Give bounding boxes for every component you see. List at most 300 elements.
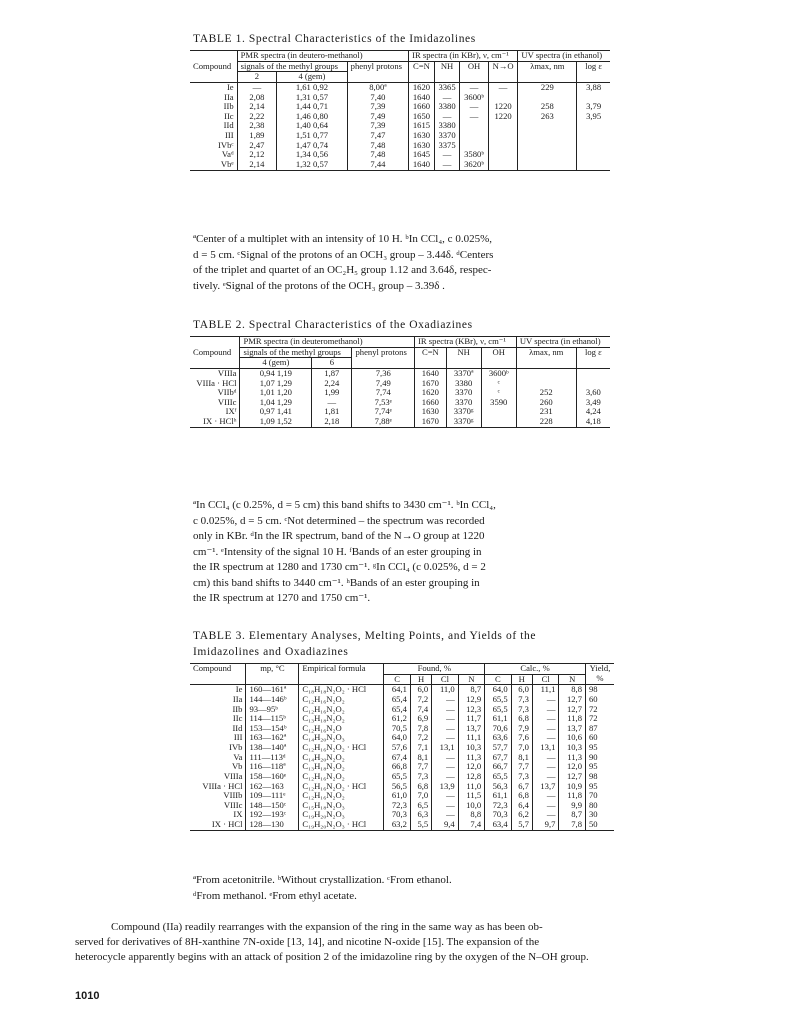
table2-cell: 1640 <box>415 368 447 378</box>
table1-row <box>190 160 610 170</box>
table2-cell: 1660 <box>415 398 447 408</box>
table1-cell: 2,38 <box>237 121 277 131</box>
table2-cell <box>576 368 610 378</box>
table2-cell: 0,97 1,41 <box>240 407 312 417</box>
table3-cell: 64,0 <box>485 685 511 695</box>
table1-cell: 1,31 0,57 <box>277 93 347 103</box>
table3-caption-line2: Imidazolines and Oxadiazines <box>193 646 349 658</box>
table2-head-ir: IR spectra (KBr), ν, cm⁻¹ <box>415 337 517 348</box>
table1-cell: 1630 <box>409 141 435 151</box>
table2-cell: 1,07 1,29 <box>240 379 312 389</box>
table2-cell: 7,74ᵉ <box>352 407 415 417</box>
table3-cell: 7,4 <box>410 705 431 715</box>
table2-cell: — <box>312 398 352 408</box>
table2-cell: 3370ª <box>446 368 481 378</box>
table2-cell: 1,04 1,29 <box>240 398 312 408</box>
table1-head-ir: IR spectra (in KBr), ν, cm⁻¹ <box>409 51 518 62</box>
table1-head-lmax: λmax, nm <box>518 61 577 82</box>
table1-cell: 1,44 0,71 <box>277 102 347 112</box>
table2-head-oh: OH <box>481 347 516 368</box>
table2-cell: IXᶠ <box>225 406 237 417</box>
table3-cell: 93—95ᵇ <box>246 705 299 715</box>
table2-cell <box>481 417 516 427</box>
table3-cell: 95 <box>586 782 615 792</box>
table3-cell: 13,9 <box>432 782 458 792</box>
table2-cell: 3600ᵇ <box>481 368 516 378</box>
table1-footnote-line: ªCenter of a multiplet with an intensity of 10 H. ᵇIn CCl₄, c 0.025%, <box>193 233 492 245</box>
table1-footnotes <box>193 232 493 294</box>
table1-cell: — <box>434 150 460 160</box>
table3-cell: 67,7 <box>485 753 511 763</box>
table3-cell: VIIIa · HCl <box>202 780 243 791</box>
table1-cell: 3380 <box>434 121 460 131</box>
table3-cell: 8,8 <box>458 810 484 820</box>
table1-head-nh: NH <box>434 61 460 82</box>
table3-cell: 11,1 <box>532 685 558 695</box>
table3-cell: 10,0 <box>458 801 484 811</box>
table2-cell: 1670 <box>415 379 447 389</box>
table2-head-methyl: signals of the methyl groups <box>240 347 352 358</box>
table2-footnote-line: the IR spectrum at 1280 and 1730 cm⁻¹. ᵍIn CCl₄ (c 0.025%, d = 2 <box>193 561 486 573</box>
table3-cell: C₁₉H₂₀N₂O₃ <box>299 810 384 820</box>
table3-head-compound: Compound <box>193 663 232 673</box>
table3-cell: 6,8 <box>511 791 532 801</box>
table3-cell: IX <box>233 809 243 820</box>
table1-cell: 3,79 <box>577 102 610 112</box>
table1-cell: IIa <box>224 91 234 102</box>
table3-cell: 7,2 <box>410 695 431 705</box>
table3-cell: 10,6 <box>559 733 586 743</box>
table1-cell <box>488 141 518 151</box>
table1-cell: 3370 <box>434 131 460 141</box>
table3-cell: — <box>432 714 458 724</box>
table1-caption: TABLE 1. Spectral Characteristics of the Imidazolines <box>193 33 476 45</box>
table3-cell: 63,6 <box>485 733 511 743</box>
table1-cell: 1640 <box>409 93 435 103</box>
table2-row <box>190 417 610 427</box>
table3-cell: 6,0 <box>410 685 431 695</box>
table3-cell: 148—150ᶜ <box>246 801 299 811</box>
table2-cell: 1670 <box>415 417 447 427</box>
table2-cell: 1,87 <box>312 368 352 378</box>
table2-cell: VIIIc <box>217 396 237 407</box>
table3-cell: 6,7 <box>511 782 532 792</box>
table2-caption: TABLE 2. Spectral Characteristics of the Oxadiazines <box>193 319 473 331</box>
table2-head-uv: UV spectra (in ethanol) <box>516 337 610 348</box>
table3-cell: 61,2 <box>384 714 410 724</box>
table1-cell: 3620ᵇ <box>460 160 488 170</box>
table3-cell: 11,3 <box>559 753 586 763</box>
table2-cell: 1,09 1,52 <box>240 417 312 427</box>
table3-cell: 7,3 <box>410 772 431 782</box>
table3-cell: 72 <box>586 705 615 715</box>
table3-cell: — <box>432 705 458 715</box>
table3-cell: 114—115ᵇ <box>246 714 299 724</box>
table3-cell: 12,0 <box>458 762 484 772</box>
table3-cell: 11,7 <box>458 714 484 724</box>
table1-cell: 1220 <box>488 102 518 112</box>
table3-cell: IIc <box>232 713 243 724</box>
table3-cell: — <box>432 801 458 811</box>
table3-head-mp: mp, °C <box>246 664 299 685</box>
table3-cell: C₁₃H₁₈N₂O₂ <box>299 762 384 772</box>
table1-cell <box>518 150 577 160</box>
table3-head-found: Found, % <box>384 664 485 675</box>
table3-cell: 11,3 <box>458 753 484 763</box>
table1-cell: — <box>460 82 488 92</box>
table3-cell: — <box>432 791 458 801</box>
table2-head-nh: NH <box>446 347 481 368</box>
table3-cell: 111—113ᵈ <box>246 753 299 763</box>
table3-cell: IId <box>232 722 243 733</box>
table1-cell: 7,47 <box>347 131 408 141</box>
table3-cell: 10,3 <box>458 743 484 753</box>
table3-cell: C₁₂H₁₆N₂O₂ <box>299 791 384 801</box>
table3-cell: 11,8 <box>559 791 586 801</box>
table3-cell: 163—162ª <box>246 733 299 743</box>
table3-cell: 30 <box>586 810 615 820</box>
table1-cell: 1,40 0,64 <box>277 121 347 131</box>
table2-head-m4: 4 (gem) <box>240 358 312 369</box>
table3-head-n: N <box>458 674 484 685</box>
table3-cell: 12,0 <box>559 762 586 772</box>
table3-cell: 7,9 <box>511 724 532 734</box>
table3-cell: 7,8 <box>559 820 586 830</box>
table2-cell: ᶜ <box>481 388 516 398</box>
table2-cell: 3370 <box>446 398 481 408</box>
table1-cell: 7,40 <box>347 93 408 103</box>
table2-cell: 4,18 <box>576 417 610 427</box>
table3-cell: — <box>432 810 458 820</box>
table1-head-uv: UV spectra (in ethanol) <box>518 51 610 62</box>
table3-cell: 9,9 <box>559 801 586 811</box>
table3-cell: 95 <box>586 762 615 772</box>
table3-cell: — <box>432 762 458 772</box>
table3-cell: 7,6 <box>511 733 532 743</box>
table3-head-formula: Empirical formula <box>299 664 384 685</box>
table3-cell: 70,3 <box>485 810 511 820</box>
table3-cell: 12,7 <box>559 772 586 782</box>
table1-footnote-line: d = 5 cm. ᶜSignal of the protons of an OCH₃ group – 3.44δ. ᵈCenters <box>193 248 494 261</box>
table1-head-cn: C=N <box>409 61 435 82</box>
table3-footnote-line: ªFrom acetonitrile. ᵇWithout crystallization. ᶜFrom ethanol. <box>193 874 452 886</box>
table3-cell: 70,5 <box>384 724 410 734</box>
table3-cell: IIb <box>232 703 243 714</box>
table3-cell: 11,1 <box>458 733 484 743</box>
table3-cell: 70,6 <box>485 724 511 734</box>
table3-cell: 56,3 <box>485 782 511 792</box>
table2-cell: 3380 <box>446 379 481 389</box>
table2-cell: 228 <box>516 417 576 427</box>
table3-cell: — <box>532 810 558 820</box>
table3-cell: VIIIa <box>223 770 243 781</box>
table3-head-c: C <box>384 674 410 685</box>
table1-cell: Ie <box>226 81 234 92</box>
table3-cell: 10,9 <box>559 782 586 792</box>
table3-cell: 8,1 <box>410 753 431 763</box>
table3-cell: 9,4 <box>432 820 458 830</box>
table3-cell: — <box>532 753 558 763</box>
table3-cell: 8,7 <box>458 685 484 695</box>
table1-cell: 3,88 <box>577 82 610 92</box>
table3-cell: C₁₂H₁₆N₂O₂ · HCl <box>299 782 384 792</box>
table1-cell: IIb <box>223 101 234 112</box>
table1-footnote-line: tively. ᵉSignal of the protons of the OCH₃ group – 3.39δ . <box>193 279 445 292</box>
table3-cell: C₁₂H₁₆N₂O₂ <box>299 695 384 705</box>
table3-cell: 13,7 <box>532 782 558 792</box>
table3-cell: Vb <box>231 761 243 772</box>
table1-cell <box>460 121 488 131</box>
table1-cell: 3,95 <box>577 112 610 122</box>
table1-head-phenyl: phenyl protons <box>347 61 408 82</box>
table3-cell: 65,5 <box>384 772 410 782</box>
table1-cell <box>577 160 610 170</box>
table3-cell: 65,5 <box>485 695 511 705</box>
table3-head-cl: Cl <box>432 674 458 685</box>
table3-cell: 66,7 <box>485 762 511 772</box>
table1-cell: 2,22 <box>237 112 277 122</box>
table3-cell: IIa <box>232 693 243 704</box>
table3-cell: 7,4 <box>458 820 484 830</box>
table3-cell: C₁₃H₁₈N₂O₂ <box>299 714 384 724</box>
table1-cell: 1630 <box>409 131 435 141</box>
table2-cell: 252 <box>516 388 576 398</box>
table3-cell: C₁₂H₁₆N₂O₂ <box>299 705 384 715</box>
table2-cell: 1630 <box>415 407 447 417</box>
table3-cell: Va <box>233 751 243 762</box>
table1-cell <box>518 121 577 131</box>
table3-cell: 61,0 <box>384 791 410 801</box>
table1-cell: 7,49 <box>347 112 408 122</box>
table3-cell: 13,7 <box>458 724 484 734</box>
table2-cell: 1620 <box>415 388 447 398</box>
table2-cell: ᶜ <box>481 379 516 389</box>
table1-cell: 1660 <box>409 102 435 112</box>
table3-cell: — <box>432 772 458 782</box>
table3-cell: 64,1 <box>384 685 410 695</box>
table2-cell: 7,53ᵉ <box>352 398 415 408</box>
table2-footnote-line: the IR spectrum at 1270 and 1750 cm⁻¹. <box>193 592 371 604</box>
table2-cell <box>481 407 516 417</box>
table3-cell: 65,4 <box>384 695 410 705</box>
table3-cell: 72,3 <box>485 801 511 811</box>
table1-cell: 3580ᵇ <box>460 150 488 160</box>
table3-cell: — <box>432 733 458 743</box>
table3-head-yield: Yield, % <box>586 664 615 685</box>
table3-cell: 138—140ª <box>246 743 299 753</box>
table3-cell: C₁₂H₁₆N₂O <box>299 724 384 734</box>
table2-cell: 7,74 <box>352 388 415 398</box>
table3-cell: 11,8 <box>559 714 586 724</box>
table1-cell: 7,48 <box>347 150 408 160</box>
table3-cell: 160—161ª <box>246 685 299 695</box>
table1-cell: 1,32 0,57 <box>277 160 347 170</box>
table2-cell: 7,36 <box>352 368 415 378</box>
table2-cell: 3370ᵍ <box>446 417 481 427</box>
table1-cell: IVbᶜ <box>218 139 234 150</box>
table3-row <box>190 820 614 830</box>
table3-cell: 192—193ᶜ <box>246 810 299 820</box>
table1-cell: 1,89 <box>237 131 277 141</box>
table3-cell: 95 <box>586 743 615 753</box>
table3-caption-line1: TABLE 3. Elementary Analyses, Melting Points, and Yields of the <box>193 630 537 642</box>
table2-cell: IX · HClʰ <box>203 416 237 426</box>
table3-cell: 7,3 <box>511 772 532 782</box>
table2-cell: VIIIa <box>217 367 237 378</box>
table1-head-m4: 4 (gem) <box>277 72 347 83</box>
table3-cell: 109—111ᵉ <box>246 791 299 801</box>
table3-head-h: H <box>410 674 431 685</box>
table3-cell: 13,1 <box>532 743 558 753</box>
table2-cell: 2,18 <box>312 417 352 427</box>
table3-head-cl: Cl <box>532 674 558 685</box>
table2-footnote-line: only in KBr. ᵈIn the IR spectrum, band of the N→O group at 1220 <box>193 530 485 542</box>
table2-cell: VIIIa · HCl <box>196 377 237 388</box>
table3-cell: 11,0 <box>458 782 484 792</box>
table1-cell: 7,39 <box>347 121 408 131</box>
table3-cell: 67,4 <box>384 753 410 763</box>
table2-cell <box>516 368 576 378</box>
table3-head-c: C <box>485 674 511 685</box>
table3-cell: 50 <box>586 820 615 830</box>
table1-cell: 258 <box>518 102 577 112</box>
table2-head-cn: C=N <box>415 347 447 368</box>
table1-cell: — <box>460 112 488 122</box>
table3-cell: Ie <box>235 684 243 695</box>
table2-row <box>190 368 610 378</box>
table3-cell: C₁₄H₂₀N₂O₂ <box>299 753 384 763</box>
table3-cell: — <box>432 753 458 763</box>
table1-cell: Vaᵈ <box>221 149 234 160</box>
table2-cell: 1,81 <box>312 407 352 417</box>
table3-cell: 11,0 <box>432 685 458 695</box>
table1-cell <box>488 121 518 131</box>
table1-head-methyl: signals of the methyl groups <box>237 61 347 72</box>
table3-cell: 60 <box>586 695 615 705</box>
table3-cell: C₁₈H₁₈N₂O₂ · HCl <box>299 685 384 695</box>
table3-cell: — <box>532 714 558 724</box>
table3-cell: 98 <box>586 685 615 695</box>
table3 <box>190 663 614 831</box>
table3-cell: 57,7 <box>485 743 511 753</box>
table3-cell: 63,4 <box>485 820 511 830</box>
table3-cell: — <box>532 724 558 734</box>
table1-cell: 2,12 <box>237 150 277 160</box>
table1-cell: 1645 <box>409 150 435 160</box>
table3-cell: 12,9 <box>458 695 484 705</box>
table3-footnotes <box>193 873 452 904</box>
table3-cell: 65,4 <box>384 705 410 715</box>
table3-cell: IVb <box>229 742 243 752</box>
table2-head-lmax: λmax, nm <box>516 347 576 368</box>
table2-head-loge: log ε <box>576 347 610 368</box>
table3-cell: — <box>532 695 558 705</box>
table3-cell: 153—154ᵇ <box>246 724 299 734</box>
table3-cell: 6,3 <box>410 810 431 820</box>
table1-cell: 1650 <box>409 112 435 122</box>
table1-cell <box>577 121 610 131</box>
table3-cell: 10,3 <box>559 743 586 753</box>
table3-cell: 65,5 <box>485 705 511 715</box>
table3-cell: 9,7 <box>532 820 558 830</box>
table2-cell: 7,88ᵉ <box>352 417 415 427</box>
table1-cell <box>518 141 577 151</box>
table1-cell <box>488 150 518 160</box>
table2-head-pmr: PMR spectra (in deuteromethanol) <box>240 337 415 348</box>
table1-cell <box>460 131 488 141</box>
paragraph-line: heterocycle apparently begins with an attack of position 2 of the imidazoline ring by the oxygen of the N–OH group. <box>75 951 589 963</box>
table1-cell: 2,14 <box>237 160 277 170</box>
table3-cell: 61,1 <box>485 714 511 724</box>
table3-cell: 6,8 <box>511 714 532 724</box>
table3-cell: 70 <box>586 791 615 801</box>
table3-cell: 11,5 <box>458 791 484 801</box>
table1-cell: 3380 <box>434 102 460 112</box>
table3-cell: 7,2 <box>410 733 431 743</box>
table3-cell: 12,8 <box>458 772 484 782</box>
table2-cell: VIIbᵈ <box>217 387 237 398</box>
table1-cell: 8,00ª <box>347 82 408 92</box>
table3-cell: VIIIb <box>223 790 243 801</box>
table3-cell: III <box>233 732 243 743</box>
table3-cell: 6,4 <box>511 801 532 811</box>
table3-cell: — <box>532 772 558 782</box>
table3-cell: 72,3 <box>384 801 410 811</box>
table3-cell: 116—118ª <box>246 762 299 772</box>
table3-cell: 72 <box>586 714 615 724</box>
table3-cell: 158—160ᵉ <box>246 772 299 782</box>
table1-cell: 263 <box>518 112 577 122</box>
table1-cell <box>488 131 518 141</box>
table3-cell: 7,7 <box>511 762 532 772</box>
table2-cell: 1,01 1,20 <box>240 388 312 398</box>
table1-cell: 1,46 0,80 <box>277 112 347 122</box>
table1-cell <box>577 141 610 151</box>
table2-cell: 231 <box>516 407 576 417</box>
table1-cell: IIc <box>224 110 234 121</box>
table3-cell: — <box>532 801 558 811</box>
table1-cell: — <box>434 160 460 170</box>
table1-cell: 229 <box>518 82 577 92</box>
table2-footnote-line: ªIn CCl₄ (c 0.25%, d = 5 cm) this band shifts to 3430 cm⁻¹. ᵇIn CCl₄, <box>193 499 496 511</box>
table1-cell: IId <box>223 120 234 131</box>
table1-cell: 1,34 0,56 <box>277 150 347 160</box>
table3-head-h: H <box>511 674 532 685</box>
body-paragraph <box>75 920 741 965</box>
table1-cell: 1,61 0,92 <box>277 82 347 92</box>
table3-cell: 12,3 <box>458 705 484 715</box>
table3-cell: 66,8 <box>384 762 410 772</box>
table1-cell: 1,47 0,74 <box>277 141 347 151</box>
table1-cell: 3600ᵇ <box>460 93 488 103</box>
table1-cell <box>577 131 610 141</box>
table1-cell: — <box>434 112 460 122</box>
table1-cell: 2,08 <box>237 93 277 103</box>
table3-cell: 63,2 <box>384 820 410 830</box>
table2-footnotes <box>193 498 496 607</box>
table1-cell: 1620 <box>409 82 435 92</box>
table1-cell: 1220 <box>488 112 518 122</box>
table2-cell: 3590 <box>481 398 516 408</box>
table3-cell: 56,5 <box>384 782 410 792</box>
table1-cell: 3375 <box>434 141 460 151</box>
table3-head-calc: Calc., % <box>485 664 586 675</box>
table1-cell: 1640 <box>409 160 435 170</box>
table1-cell <box>518 131 577 141</box>
table2-cell: 260 <box>516 398 576 408</box>
table1-row <box>190 82 610 92</box>
table1-cell: 1,51 0,77 <box>277 131 347 141</box>
